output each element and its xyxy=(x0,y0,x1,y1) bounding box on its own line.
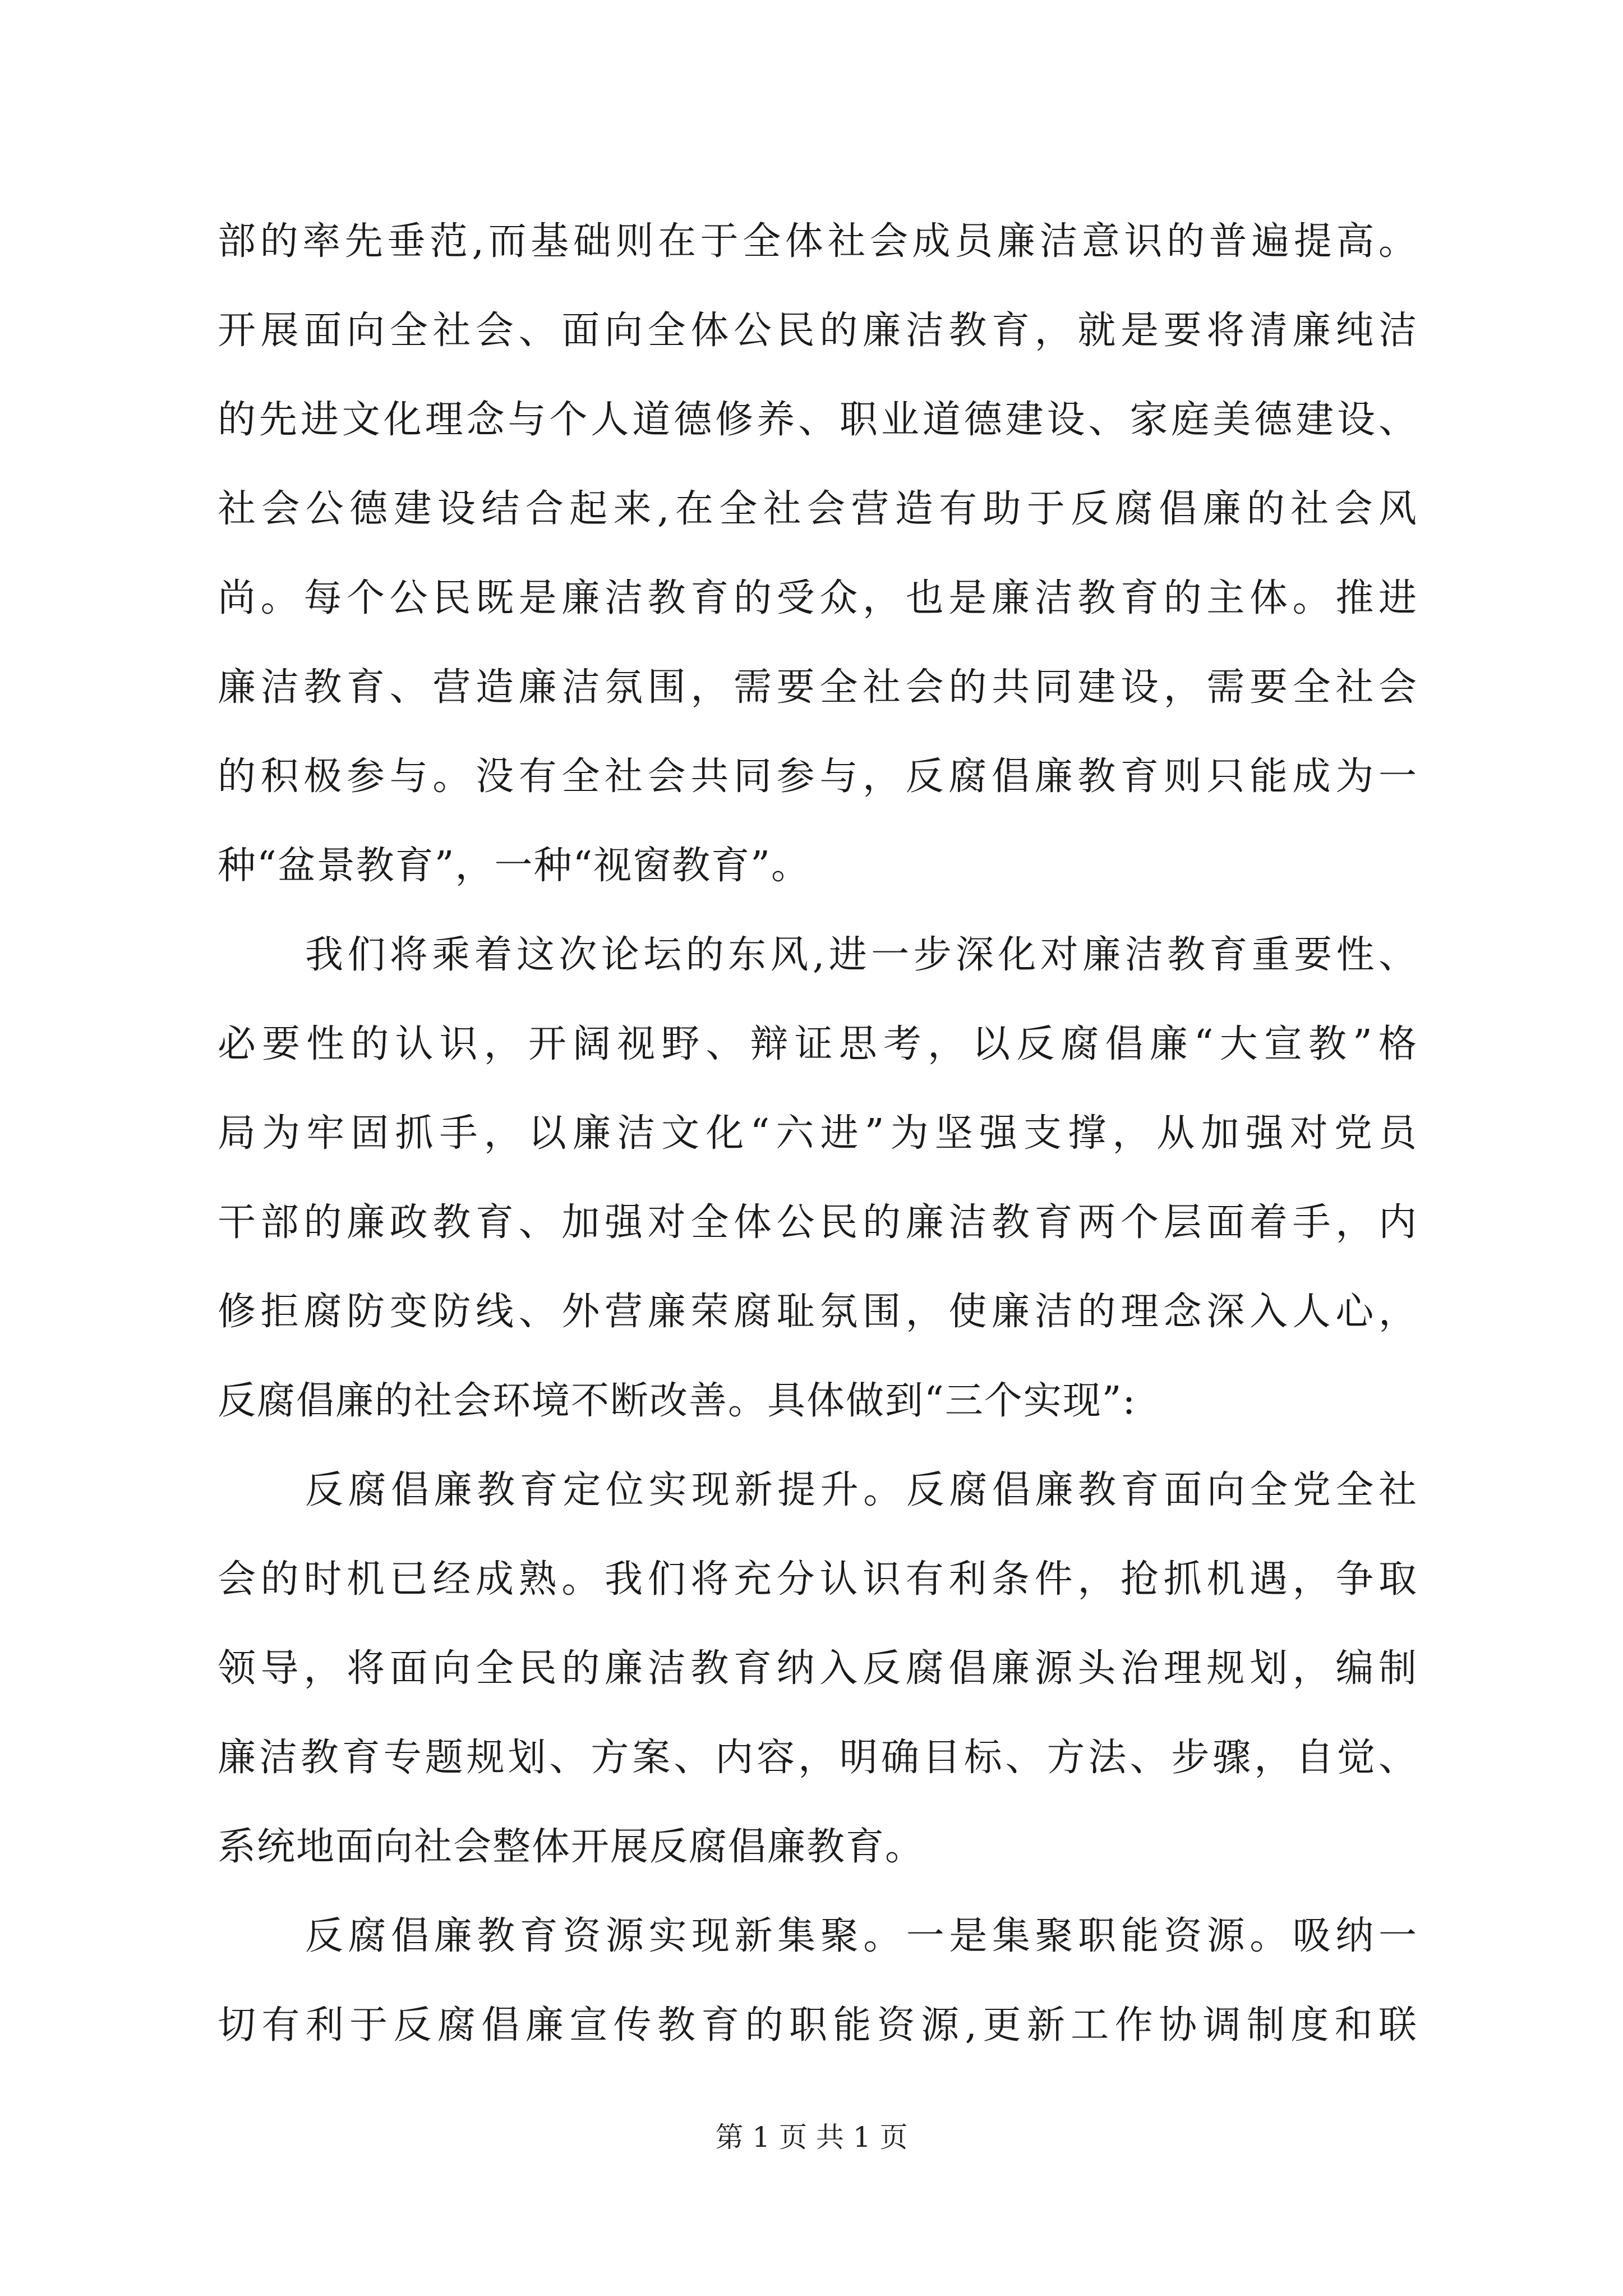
text-line: 会的时机已经成熟。我们将充分认识有利条件，抢抓机遇，争取 xyxy=(218,1557,1418,1602)
paragraph-first-line: 反腐倡廉教育定位实现新提升。反腐倡廉教育面向全党全社 xyxy=(305,1468,1418,1512)
text-line: 系统地面向社会整体开展反腐倡廉教育。 xyxy=(218,1825,925,1869)
text-line: 领导，将面向全民的廉洁教育纳入反腐倡廉源头治理规划，编制 xyxy=(218,1646,1418,1691)
text-line: 必要性的认识，开阔视野、辩证思考，以反腐倡廉“大宣教”格 xyxy=(218,1022,1418,1066)
text-line: 种“盆景教育”，一种“视窗教育”。 xyxy=(218,844,811,888)
text-line: 社会公德建设结合起来,在全社会营造有助于反腐倡廉的社会风 xyxy=(218,487,1418,531)
text-line: 反腐倡廉的社会环境不断改善。具体做到“三个实现”: xyxy=(218,1379,1137,1423)
text-line: 干部的廉政教育、加强对全体公民的廉洁教育两个层面着手，内 xyxy=(218,1200,1418,1245)
text-line: 开展面向全社会、面向全体公民的廉洁教育，就是要将清廉纯洁 xyxy=(218,309,1418,353)
text-line: 的先进文化理念与个人道德修养、职业道德建设、家庭美德建设、 xyxy=(218,398,1418,442)
text-line: 局为牢固抓手，以廉洁文化“六进”为坚强支撑，从加强对党员 xyxy=(218,1111,1418,1156)
text-line: 廉洁教育、营造廉洁氛围，需要全社会的共同建设，需要全社会 xyxy=(218,665,1418,710)
text-line: 切有利于反腐倡廉宣传教育的职能资源,更新工作协调制度和联 xyxy=(218,2003,1418,2047)
text-line: 部的率先垂范,而基础则在于全体社会成员廉洁意识的普遍提高。 xyxy=(218,219,1418,264)
text-line: 尚。每个公民既是廉洁教育的受众，也是廉洁教育的主体。推进 xyxy=(218,576,1418,620)
text-line: 修拒腐防变防线、外营廉荣腐耻氛围，使廉洁的理念深入人心， xyxy=(218,1290,1418,1334)
page-footer: 第 1 页 共 1 页 xyxy=(715,2121,908,2154)
paragraph-first-line: 反腐倡廉教育资源实现新集聚。一是集聚职能资源。吸纳一 xyxy=(305,1914,1418,1958)
text-line: 的积极参与。没有全社会共同参与，反腐倡廉教育则只能成为一 xyxy=(218,754,1418,799)
text-line: 廉洁教育专题规划、方案、内容，明确目标、方法、步骤，自觉、 xyxy=(218,1736,1418,1780)
paragraph-first-line: 我们将乘着这次论坛的东风,进一步深化对廉洁教育重要性、 xyxy=(305,933,1418,977)
